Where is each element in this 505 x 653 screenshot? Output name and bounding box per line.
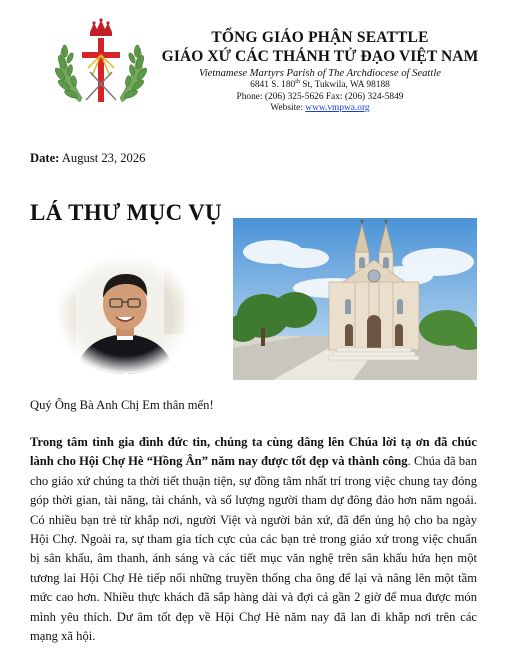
parish-phone-fax: Phone: (206) 325-5626 Fax: (206) 324-5849	[236, 91, 404, 102]
letter-body-rest: . Chúa đã ban cho giáo xứ chúng ta thời tiết thuận tiện, sự đồng tâm nhất trí trong việc chung tay đóng góp thời gian, tài năng, tài chánh, và số lượng người tham dự đông đảo hơn năm ngoái. Có nhiều bạn trẻ từ khắp nơi, người Việt và người bản xứ, đã đến ủng hộ cho ba ngày Hội Chợ. Ngoài ra, sự tham gia tích cực của các bạn trẻ trong giáo xứ trong việc chuẩn bị sân khấu, âm thanh, ánh sáng và các tiết mục văn nghệ trên sân khấu hứa hẹn một tương lai Hội Chợ Hè tiếp nối những truyền thống cha ông để lại và nâng lên một tầm mức cao hơn. Nhiều thực khách đã sắp hàng dài và đợi cả gần 2 giờ để mua được món mình yêu thích. Dư âm tốt đẹp về Hội Chợ Hè năm nay đã lan đi khắp nơi trên các mạng xã hội.	[30, 454, 477, 644]
letterhead	[155, 28, 485, 115]
parish-english-name: Vietnamese Martyrs Parish of The Archdiocese of Seattle	[199, 68, 441, 79]
greeting: Quý Ông Bà Anh Chị Em thân mến!	[30, 398, 214, 412]
letter-title: LÁ THƯ MỤC VỤ	[30, 200, 222, 225]
letter-body-lead: Trong tâm tình gia đình đức tin, chúng ta cùng dâng lên Chúa lời tạ ơn đã chúc lành cho Hội Chợ Hè “Hồng Ân” năm nay được tốt đẹp và thành công	[30, 435, 477, 469]
parish-name: GIÁO XỨ CÁC THÁNH TỬ ĐẠO VIỆT NAM	[161, 48, 479, 65]
letter-date: Date: August 23, 2026	[30, 151, 146, 165]
parish-website: Website: www.vmpwa.org	[270, 103, 370, 114]
letter-body	[30, 433, 477, 646]
archdiocese-name: TỔNG GIÁO PHẬN SEATTLE	[211, 29, 429, 46]
website-link[interactable]: www.vmpwa.org	[305, 103, 370, 114]
church-rendering-icon	[233, 218, 477, 380]
parish-address: 6841 S. 180th St, Tukwila, WA 98188	[250, 78, 390, 90]
parish-logo-icon	[52, 18, 150, 110]
priest-portrait-icon	[56, 254, 194, 374]
